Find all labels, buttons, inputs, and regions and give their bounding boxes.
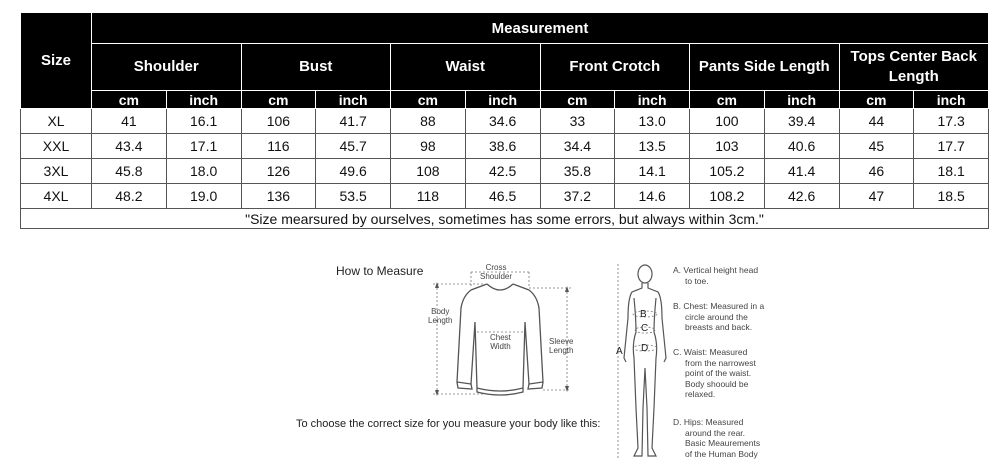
value-cell: 108.2 bbox=[690, 184, 765, 209]
value-cell: 88 bbox=[391, 109, 466, 134]
column-header: Bust bbox=[241, 44, 391, 91]
legend-line: A. Vertical height head bbox=[673, 265, 759, 275]
value-cell: 39.4 bbox=[764, 109, 839, 134]
unit-header: cm bbox=[92, 91, 167, 109]
value-cell: 14.1 bbox=[615, 159, 690, 184]
legend-line: Basic Meaurements bbox=[685, 438, 761, 448]
legend-item bbox=[673, 265, 783, 286]
value-cell: 18.5 bbox=[914, 184, 989, 209]
choose-size-instruction: To choose the correct size for you measure your body like this: bbox=[296, 418, 601, 430]
value-cell: 34.6 bbox=[465, 109, 540, 134]
value-cell: 100 bbox=[690, 109, 765, 134]
value-cell: 43.4 bbox=[92, 134, 167, 159]
unit-header-row bbox=[21, 91, 989, 109]
value-cell: 17.3 bbox=[914, 109, 989, 134]
how-to-measure-title: How to Measure bbox=[336, 264, 424, 278]
value-cell: 98 bbox=[391, 134, 466, 159]
value-cell: 17.1 bbox=[166, 134, 241, 159]
table-row bbox=[21, 134, 989, 159]
size-cell: XXL bbox=[21, 134, 92, 159]
value-cell: 37.2 bbox=[540, 184, 615, 209]
value-cell: 53.5 bbox=[316, 184, 391, 209]
unit-header: inch bbox=[316, 91, 391, 109]
height-marker-a: A bbox=[616, 346, 623, 357]
value-cell: 35.8 bbox=[540, 159, 615, 184]
column-header-row bbox=[21, 44, 989, 91]
unit-header: cm bbox=[391, 91, 466, 109]
value-cell: 49.6 bbox=[316, 159, 391, 184]
unit-header: inch bbox=[615, 91, 690, 109]
value-cell: 41 bbox=[92, 109, 167, 134]
value-cell: 17.7 bbox=[914, 134, 989, 159]
column-header: Pants Side Length bbox=[690, 44, 840, 91]
legend-line: breasts and back. bbox=[685, 322, 753, 332]
column-header: Shoulder bbox=[92, 44, 242, 91]
unit-header: cm bbox=[690, 91, 765, 109]
body-measure-illustration bbox=[612, 258, 670, 468]
value-cell: 42.6 bbox=[764, 184, 839, 209]
table-body bbox=[21, 109, 989, 209]
size-cell: 3XL bbox=[21, 159, 92, 184]
column-header: Tops Center Back Length bbox=[839, 44, 989, 91]
value-cell: 18.1 bbox=[914, 159, 989, 184]
unit-header: inch bbox=[764, 91, 839, 109]
legend-item bbox=[673, 417, 783, 459]
value-cell: 45.8 bbox=[92, 159, 167, 184]
legend-line: from the narrowest bbox=[685, 357, 756, 368]
value-cell: 47 bbox=[839, 184, 914, 209]
value-cell: 33 bbox=[540, 109, 615, 134]
value-cell: 40.6 bbox=[764, 134, 839, 159]
legend-line: relaxed. bbox=[685, 389, 716, 399]
size-header: Size bbox=[21, 13, 92, 109]
value-cell: 126 bbox=[241, 159, 316, 184]
legend-line: point of the waist. bbox=[685, 368, 752, 378]
value-cell: 108 bbox=[391, 159, 466, 184]
legend-line: around the rear. bbox=[685, 427, 746, 438]
legend-line: B. Chest: Measured in a bbox=[673, 301, 765, 311]
value-cell: 34.4 bbox=[540, 134, 615, 159]
chest-marker-b: B bbox=[640, 309, 647, 320]
unit-header: inch bbox=[914, 91, 989, 109]
value-cell: 41.4 bbox=[764, 159, 839, 184]
legend-line: D. Hips: Measured bbox=[673, 417, 744, 427]
value-cell: 13.0 bbox=[615, 109, 690, 134]
measurement-header: Measurement bbox=[92, 13, 989, 44]
value-cell: 106 bbox=[241, 109, 316, 134]
cross-shoulder-label: Cross Shoulder bbox=[480, 263, 513, 281]
column-header: Front Crotch bbox=[540, 44, 690, 91]
table-row bbox=[21, 109, 989, 134]
unit-header: cm bbox=[241, 91, 316, 109]
value-cell: 18.0 bbox=[166, 159, 241, 184]
legend-line: of the Human Body bbox=[685, 448, 758, 459]
legend-line: Body shoould be bbox=[685, 378, 749, 389]
value-cell: 41.7 bbox=[316, 109, 391, 134]
unit-header: cm bbox=[839, 91, 914, 109]
value-cell: 14.6 bbox=[615, 184, 690, 209]
sweater-measure-illustration bbox=[425, 262, 595, 400]
value-cell: 44 bbox=[839, 109, 914, 134]
value-cell: 19.0 bbox=[166, 184, 241, 209]
value-cell: 118 bbox=[391, 184, 466, 209]
value-cell: 105.2 bbox=[690, 159, 765, 184]
table-row bbox=[21, 184, 989, 209]
unit-header: cm bbox=[540, 91, 615, 109]
value-cell: 48.2 bbox=[92, 184, 167, 209]
legend-line: C. Waist: Measured bbox=[673, 347, 748, 357]
value-cell: 38.6 bbox=[465, 134, 540, 159]
value-cell: 116 bbox=[241, 134, 316, 159]
value-cell: 46 bbox=[839, 159, 914, 184]
value-cell: 136 bbox=[241, 184, 316, 209]
legend-line: circle around the bbox=[685, 311, 748, 322]
hips-marker-d: D bbox=[641, 343, 649, 354]
value-cell: 13.5 bbox=[615, 134, 690, 159]
sleeve-length-label: Sleeve Length bbox=[549, 337, 574, 355]
size-cell: XL bbox=[21, 109, 92, 134]
size-cell: 4XL bbox=[21, 184, 92, 209]
value-cell: 16.1 bbox=[166, 109, 241, 134]
unit-header: inch bbox=[166, 91, 241, 109]
body-length-label: Body Length bbox=[428, 307, 453, 325]
value-cell: 46.5 bbox=[465, 184, 540, 209]
value-cell: 42.5 bbox=[465, 159, 540, 184]
size-chart-table bbox=[20, 12, 989, 229]
value-cell: 45 bbox=[839, 134, 914, 159]
waist-marker-c: C bbox=[641, 323, 649, 334]
legend-item bbox=[673, 301, 783, 333]
table-row bbox=[21, 159, 989, 184]
chest-width-label: Chest Width bbox=[490, 333, 511, 351]
column-header: Waist bbox=[391, 44, 541, 91]
value-cell: 103 bbox=[690, 134, 765, 159]
value-cell: 45.7 bbox=[316, 134, 391, 159]
legend-item bbox=[673, 347, 783, 400]
unit-header: inch bbox=[465, 91, 540, 109]
legend-line: to toe. bbox=[685, 275, 709, 286]
measurement-note: "Size mearsured by ourselves, sometimes has some errors, but always within 3cm." bbox=[21, 209, 989, 229]
